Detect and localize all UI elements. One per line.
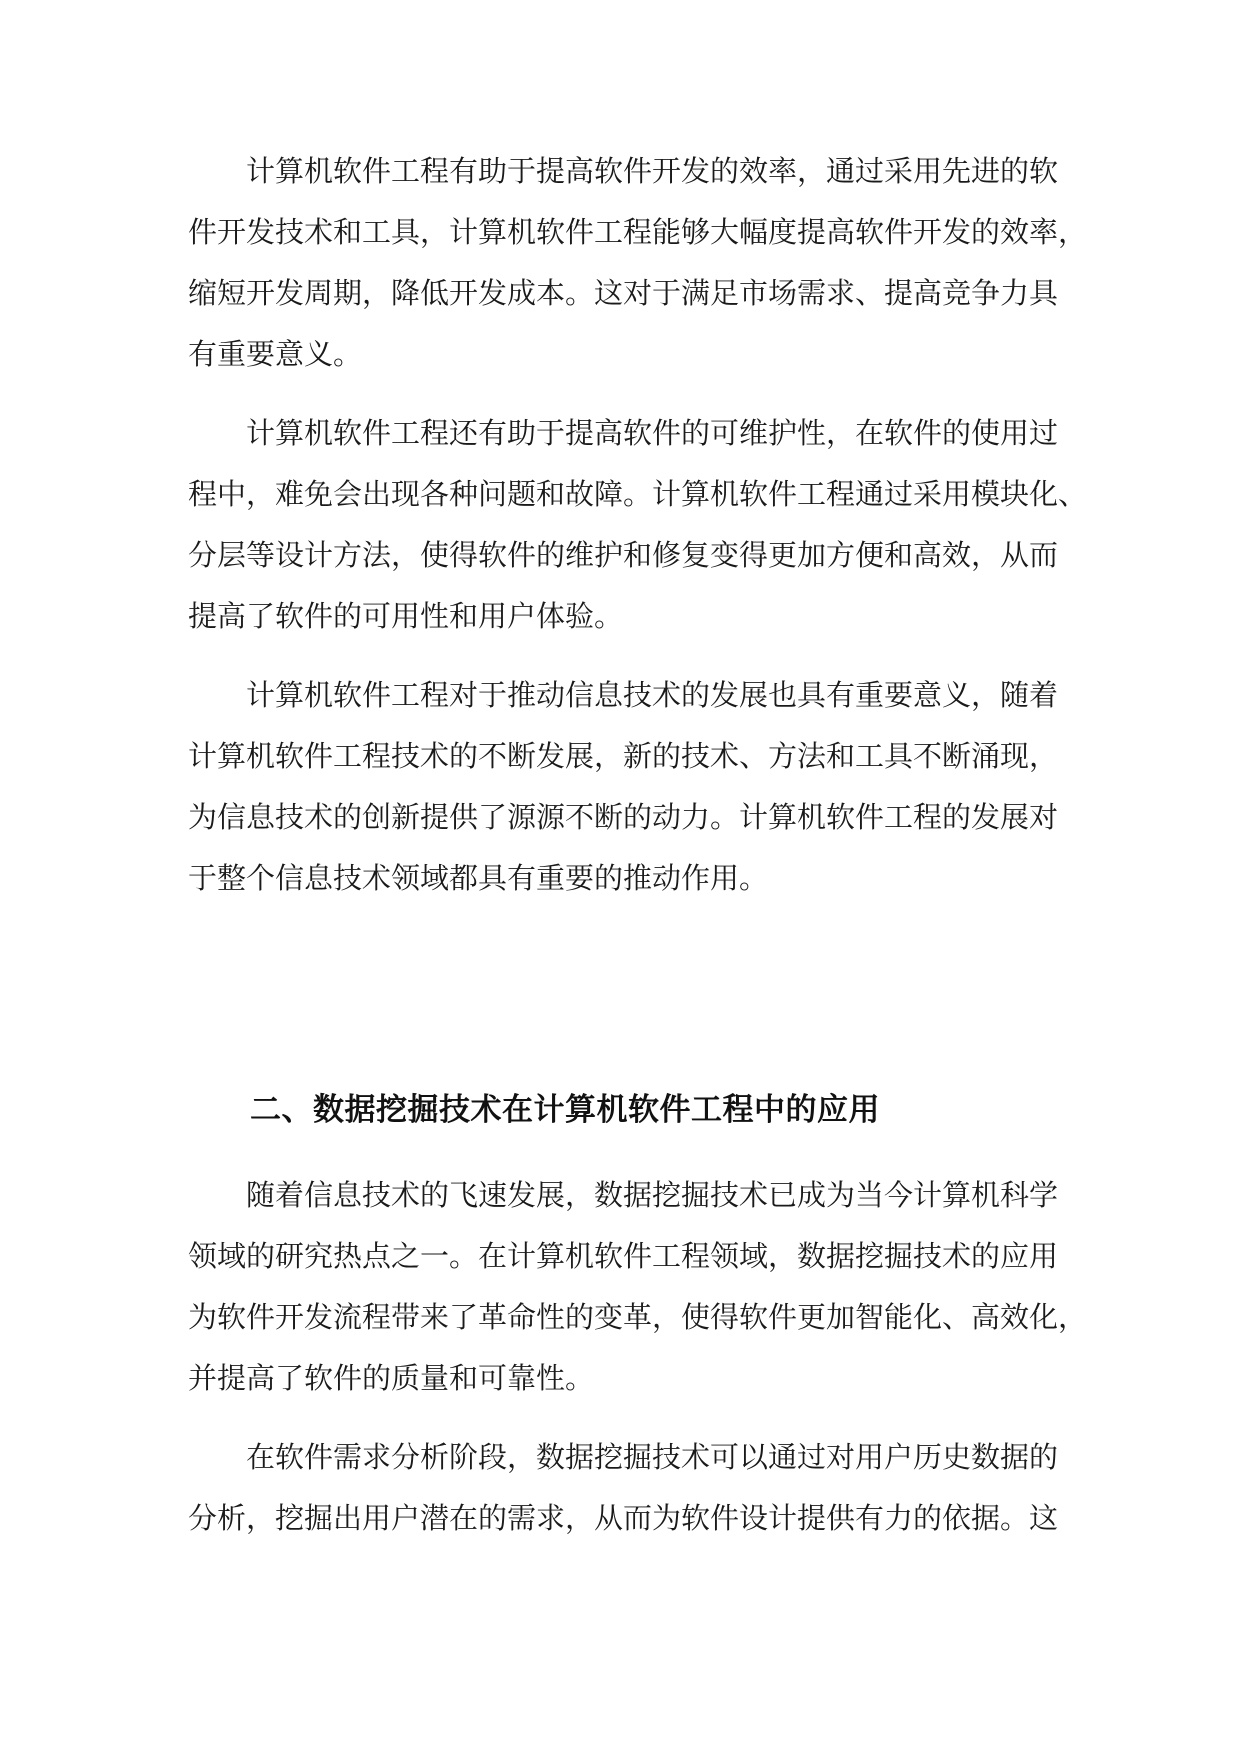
paragraph-line: 为信息技术的创新提供了源源不断的动力。计算机软件工程的发展对 <box>188 800 1059 834</box>
paragraph-line: 计算机软件工程有助于提高软件开发的效率，通过采用先进的软 <box>246 154 1059 188</box>
paragraph-line: 计算机软件工程还有助于提高软件的可维护性，在软件的使用过 <box>246 416 1059 450</box>
paragraph-line: 计算机软件工程对于推动信息技术的发展也具有重要意义，随着 <box>246 678 1059 712</box>
paragraph-line: 提高了软件的可用性和用户体验。 <box>188 599 624 633</box>
paragraph-line: 缩短开发周期，降低开发成本。这对于满足市场需求、提高竞争力具 <box>188 276 1059 310</box>
paragraph-line: 程中，难免会出现各种问题和故障。计算机软件工程通过采用模块化、 <box>188 477 1088 511</box>
paragraph-line: 领域的研究热点之一。在计算机软件工程领域，数据挖掘技术的应用 <box>188 1239 1059 1273</box>
paragraph-line: 分析，挖掘出用户潜在的需求，从而为软件设计提供有力的依据。这 <box>188 1501 1059 1535</box>
paragraph-line: 于整个信息技术领域都具有重要的推动作用。 <box>188 861 769 895</box>
paragraph-line: 在软件需求分析阶段，数据挖掘技术可以通过对用户历史数据的 <box>246 1440 1059 1474</box>
paragraph-line: 有重要意义。 <box>188 337 363 371</box>
paragraph-line: 分层等设计方法，使得软件的维护和修复变得更加方便和高效，从而 <box>188 538 1059 572</box>
paragraph-line: 并提高了软件的质量和可靠性。 <box>188 1361 595 1395</box>
paragraph-line: 计算机软件工程技术的不断发展，新的技术、方法和工具不断涌现， <box>188 739 1059 773</box>
paragraph-line: 随着信息技术的飞速发展，数据挖掘技术已成为当今计算机科学 <box>246 1178 1059 1212</box>
paragraph-line: 为软件开发流程带来了革命性的变革，使得软件更加智能化、高效化， <box>188 1300 1088 1334</box>
section-heading: 二、数据挖掘技术在计算机软件工程中的应用 <box>250 1092 880 1128</box>
paragraph-line: 件开发技术和工具，计算机软件工程能够大幅度提高软件开发的效率， <box>188 215 1088 249</box>
